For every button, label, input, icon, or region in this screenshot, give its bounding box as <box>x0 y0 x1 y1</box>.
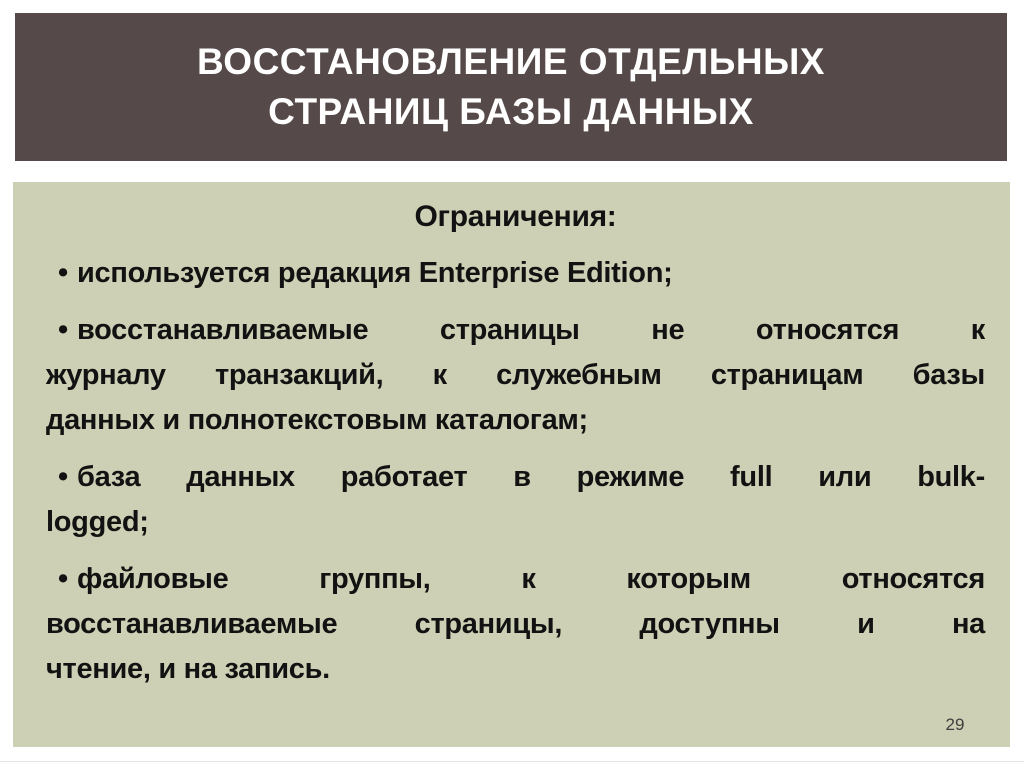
bullet-marker-icon: • <box>58 563 68 595</box>
bullet-item <box>46 308 985 443</box>
bullet-item <box>46 557 985 692</box>
bullet-marker-icon: • <box>58 257 68 289</box>
bullet-marker-icon: • <box>58 461 68 493</box>
bullet-line: восстанавливаемые страницы, доступны и на <box>46 608 985 640</box>
slide-title-band <box>15 13 1007 161</box>
bullet-item <box>46 455 985 545</box>
bullet-line: logged; <box>46 506 149 538</box>
page-number: 29 <box>945 715 965 734</box>
bullet-list <box>46 251 985 692</box>
slide-body <box>13 182 1010 747</box>
slide-edge-line <box>0 761 1024 762</box>
title-line: ВОССТАНОВЛЕНИЕ ОТДЕЛЬНЫХ <box>197 41 825 82</box>
bullet-line: данных и полнотекстовым каталогам; <box>46 404 588 436</box>
bullet-marker-icon: • <box>58 314 68 346</box>
bullet-item <box>46 251 985 296</box>
bullet-line: чтение, и на запись. <box>46 653 330 685</box>
bullet-line: • файловые группы, к которым относятся <box>46 557 985 602</box>
bullet-line: • база данных работает в режиме full или bulk- <box>46 455 985 500</box>
section-heading: Ограничения: <box>414 200 617 233</box>
title-line: СТРАНИЦ БАЗЫ ДАННЫХ <box>268 91 754 132</box>
slide-title <box>197 37 825 137</box>
bullet-line: • используется редакция Enterprise Edition; <box>46 251 985 296</box>
bullet-line: журналу транзакций, к служебным страницам базы <box>46 359 985 391</box>
bullet-line: • восстанавливаемые страницы не относятся к <box>46 308 985 353</box>
